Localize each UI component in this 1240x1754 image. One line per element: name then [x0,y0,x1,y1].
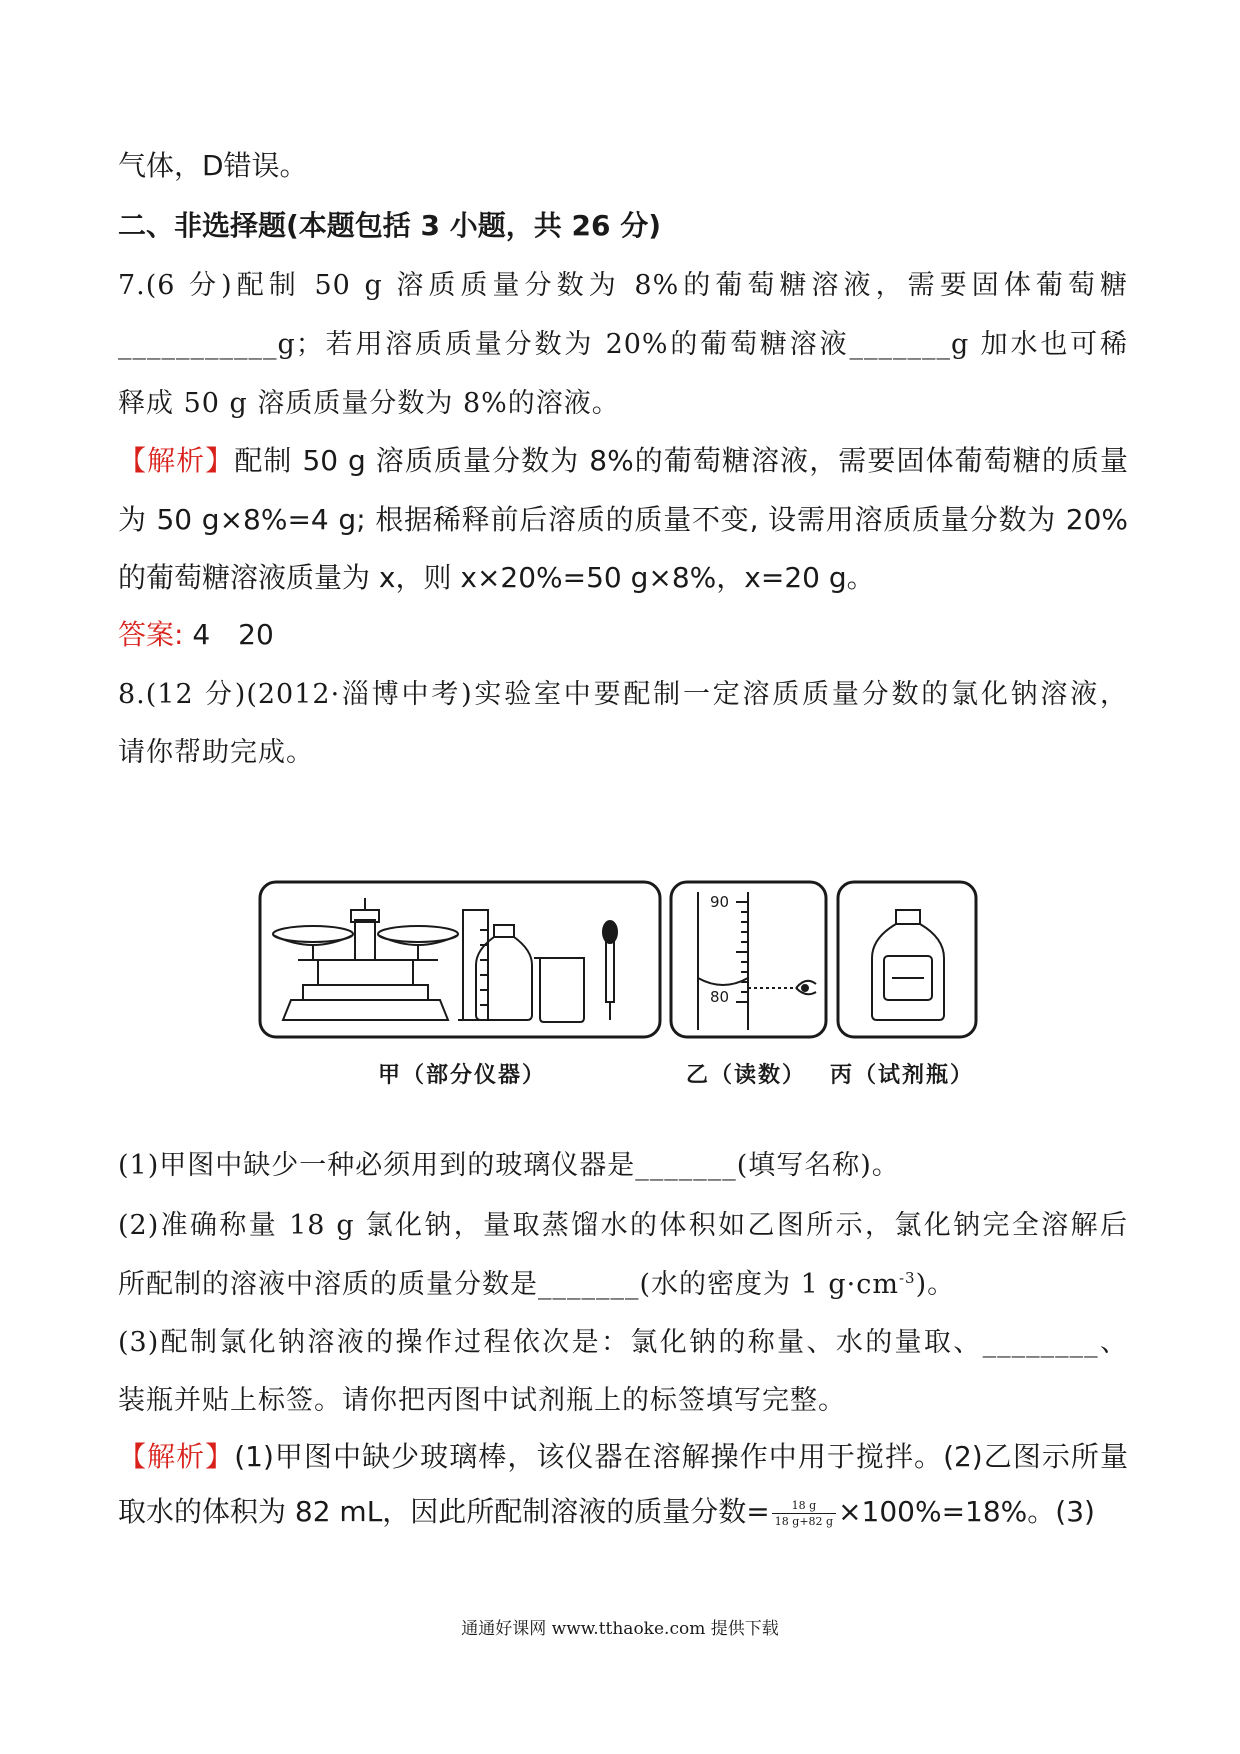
question-8-part-2-line: (2)准确称量 18 g 氯化钠，量取蒸馏水的体积如乙图所示，氯化钠完全溶解后 [118,1210,1128,1241]
analysis-7-line [118,439,1128,479]
dropper-icon [603,921,617,1020]
labeled-bottle-icon [872,910,944,1020]
caption-bing: 丙（试剂瓶） [830,1063,975,1088]
analysis-text: 取水的体积为 82 mL，因此所配制溶液的质量分数= [118,1495,770,1528]
part-2-text: 所配制的溶液中溶质的质量分数是_______(水的密度为 1 g·cm [118,1269,899,1300]
section-heading: 二、非选择题(本题包括 3 小题，共 26 分) [118,209,662,242]
unit-exponent: -3 [898,1269,916,1287]
balance-icon [273,898,458,1020]
part-2-text-end: )。 [915,1269,956,1300]
question-8-line: 请你帮助完成。 [118,737,314,768]
analysis-7-line: 为 50 g×8%=4 g; 根据稀释前后溶质的质量不变, 设需用溶质质量分数为 20% [118,503,1128,536]
tick-label-90: 90 [710,893,730,911]
analysis-text: 配制 50 g 溶质质量分数为 8%的葡萄糖溶液，需要固体葡萄糖的质量 [234,444,1128,477]
question-8-part-2-line [118,1262,1128,1301]
question-8-part-3-line: (3)配制氯化钠溶液的操作过程依次是：氯化钠的称量、水的量取、________、 [118,1327,1128,1358]
question-7-line: 释成 50 g 溶质质量分数为 8%的溶液。 [118,388,620,419]
analysis-8-line [118,1435,1128,1475]
text-line: 气体，D错误。 [118,149,308,182]
analysis-text-end: ×100%=18%。(3) [838,1495,1095,1528]
caption-jia: 甲（部分仪器） [378,1063,547,1088]
analysis-label: 【解析】 [118,444,235,477]
question-8-line: 8.(12 分)(2012·淄博中考)实验室中要配制一定溶质质量分数的氯化钠溶液， [118,679,1128,710]
answer-label: 答案: [118,618,184,651]
question-7-line: ___________g；若用溶质质量分数为 20%的葡萄糖溶液_______g 加水也可稀 [118,329,1128,360]
fraction-numerator: 18 g [772,1499,836,1514]
cylinder-scale-icon [698,892,798,1030]
question-8-part-3-line: 装瓶并贴上标签。请你把丙图中试剂瓶上的标签填写完整。 [118,1385,846,1416]
question-7-line: 7.(6 分)配制 50 g 溶质质量分数为 8%的葡萄糖溶液，需要固体葡萄糖 [118,270,1128,301]
answer-7 [118,613,1128,653]
beaker-icon [534,958,584,1022]
fraction-denominator: 18 g+82 g [774,1514,834,1528]
page-footer: 通通好课网 www.tthaoke.com 提供下载 [461,1619,779,1639]
answer-value: 4 20 [183,618,274,651]
question-8-part-1: (1)甲图中缺少一种必须用到的玻璃仪器是_______(填写名称)。 [118,1150,900,1181]
apparatus-figure [258,880,978,1040]
analysis-7-line: 的葡萄糖溶液质量为 x，则 x×20%=50 g×8%，x=20 g。 [118,561,875,594]
analysis-label: 【解析】 [118,1440,235,1473]
analysis-text: (1)甲图中缺少玻璃棒，该仪器在溶解操作中用于搅拌。(2)乙图示所量 [234,1440,1128,1473]
analysis-8-line [118,1490,1128,1530]
fraction [772,1499,836,1528]
panel-bing-frame [838,882,976,1037]
eye-icon [796,981,816,994]
tick-label-80: 80 [710,988,730,1006]
caption-yi: 乙（读数） [686,1063,807,1088]
